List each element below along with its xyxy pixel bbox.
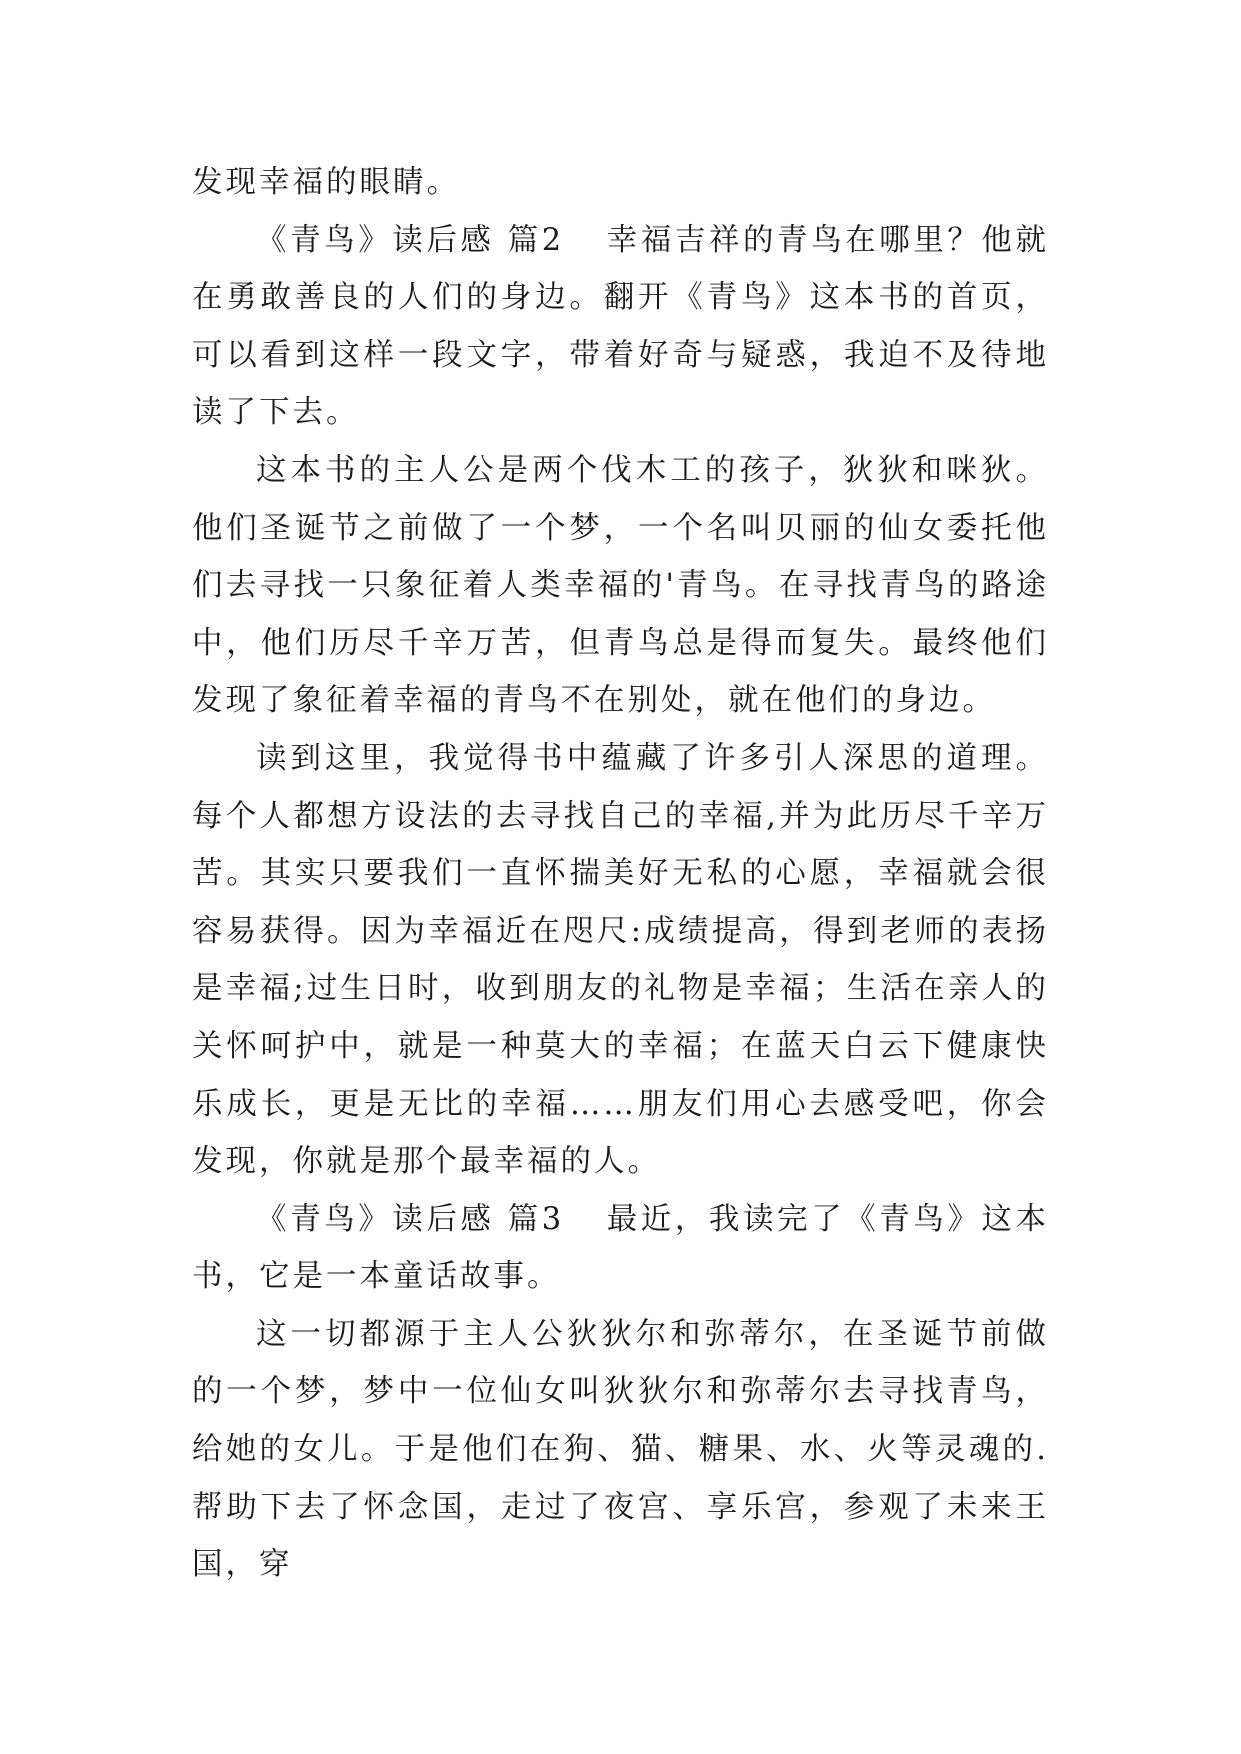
paragraph-4 (192, 1191, 1049, 1306)
section-heading: 《青鸟》读后感 篇3 (256, 1201, 565, 1237)
paragraph-text: 这本书的主人公是两个伐木工的孩子，狄狄和咪狄。他们圣诞节之前做了一个梦，一个名叫贝丽的仙女委托他们去寻找一只象征着人类幸福的'青鸟。在寻找青鸟的路途中，他们历尽千辛万苦，但青鸟总是得而复失。最终他们发现了象征着幸福的青鸟不在别处，就在他们的身边。 (192, 452, 1049, 719)
paragraph-text: 最近，我读完了《青鸟》这本书，它是一本童话故事。 (192, 1201, 1049, 1295)
paragraph-text: 读到这里，我觉得书中蕴藏了许多引人深思的道理。每个人都想方设法的去寻找自己的幸福,并为此历尽千辛万苦。其实只要我们一直怀揣美好无私的心愿，幸福就会很容易获得。因为幸福近在咫尺:成绩提高，得到老师的表扬是幸福;过生日时，收到朋友的礼物是幸福；生活在亲人的关怀呵护中，就是一种莫大的幸福；在蓝天白云下健康快乐成长，更是无比的幸福……朋友们用心去感受吧，你会发现，你就是那个最幸福的人。 (192, 740, 1049, 1180)
document-body (192, 154, 1049, 1594)
section-heading: 《青鸟》读后感 篇2 (256, 222, 565, 258)
paragraph-text: 这一切都源于主人公狄狄尔和弥蒂尔，在圣诞节前做的一个梦，梦中一位仙女叫狄狄尔和弥蒂尔去寻找青鸟，给她的女儿。于是他们在狗、猫、糖果、水、火等灵魂的.帮助下去了怀念国，走过了夜宫、享乐宫，参观了未来王国，穿 (192, 1316, 1049, 1583)
paragraph-text: 幸福吉祥的青鸟在哪里？他就在勇敢善良的人们的身边。翻开《青鸟》这本书的首页，可以看到这样一段文字，带着好奇与疑惑，我迫不及待地读了下去。 (192, 222, 1049, 431)
paragraph-5 (192, 1306, 1049, 1594)
paragraph-0 (192, 154, 1049, 212)
paragraph-text: 发现幸福的眼睛。 (192, 165, 460, 200)
paragraph-3 (192, 730, 1049, 1191)
paragraph-1 (192, 212, 1049, 442)
paragraph-2 (192, 442, 1049, 730)
